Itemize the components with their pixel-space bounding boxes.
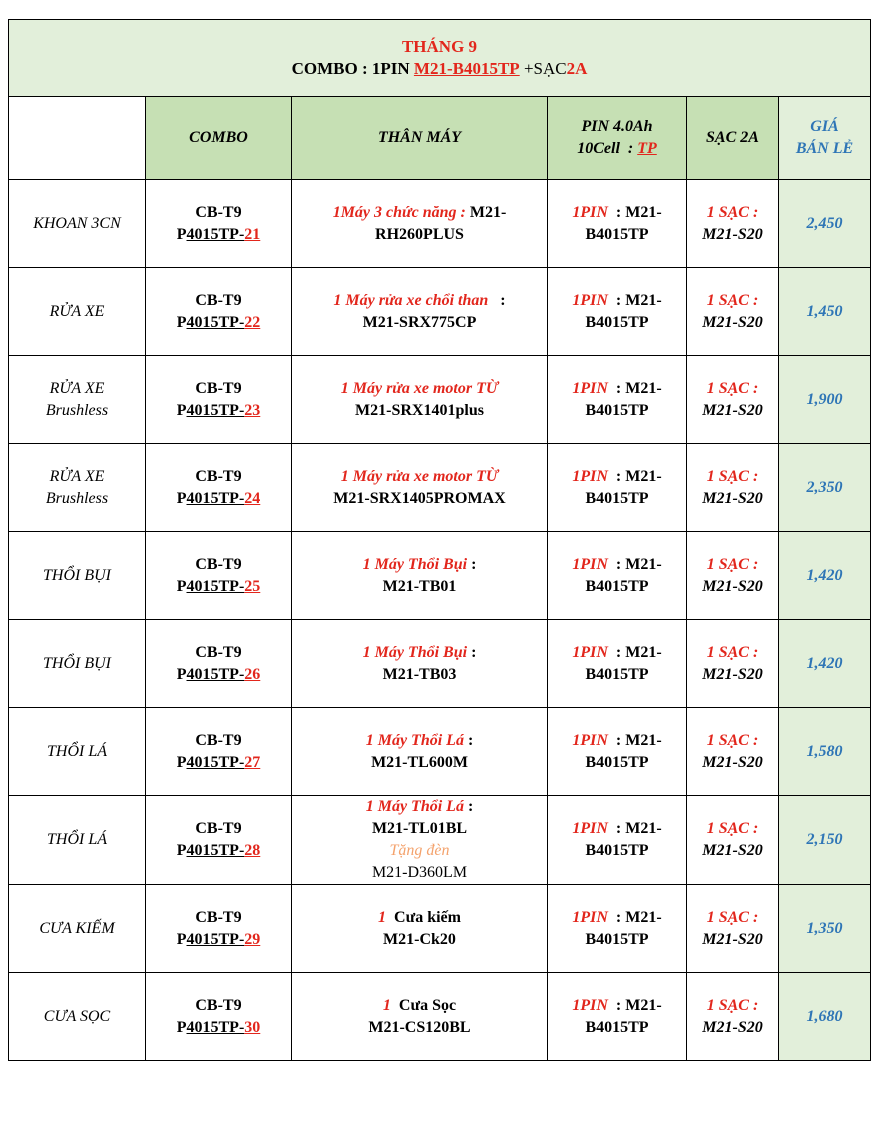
machine-model-a: : bbox=[467, 643, 477, 661]
price-value: 1,450 bbox=[806, 302, 843, 320]
pin-cell bbox=[548, 620, 687, 708]
combo-code-cell bbox=[146, 268, 292, 356]
price-value: 1,350 bbox=[806, 919, 843, 937]
header-pin bbox=[548, 97, 687, 180]
category-cell bbox=[9, 532, 146, 620]
machine-model-a: Cưa Sọc bbox=[390, 996, 457, 1014]
sac-model: M21-S20 bbox=[702, 930, 763, 948]
price-value: 2,150 bbox=[806, 831, 843, 848]
category-cell bbox=[9, 444, 146, 532]
category-line1: RỬA XE bbox=[49, 467, 105, 485]
machine-label: 1 Máy rửa xe chổi than bbox=[333, 291, 489, 309]
combo-code-mid: 4015TP- bbox=[186, 489, 245, 507]
header-blank bbox=[9, 97, 146, 180]
machine-label: 1 Máy rửa xe motor TỪ bbox=[340, 467, 499, 485]
combo-code-num: 22 bbox=[244, 313, 261, 331]
pin-label: 1PIN bbox=[572, 820, 608, 837]
pin-cell bbox=[548, 885, 687, 973]
machine-label: 1 Máy rửa xe motor TỪ bbox=[340, 379, 499, 397]
sac-cell bbox=[687, 796, 779, 885]
combo-code-mid: 4015TP- bbox=[186, 1018, 245, 1036]
price-value: 1,580 bbox=[806, 742, 843, 760]
sac-label: 1 SẠC : bbox=[706, 643, 759, 661]
price-cell bbox=[779, 356, 871, 444]
title-month: THÁNG 9 bbox=[401, 37, 478, 56]
table-row bbox=[9, 180, 871, 268]
price-value: 1,420 bbox=[806, 654, 843, 672]
sac-model: M21-S20 bbox=[702, 225, 763, 243]
sac-label: 1 SẠC : bbox=[706, 731, 759, 749]
pin-model-b: B4015TP bbox=[585, 842, 649, 859]
combo-code-mid: 4015TP- bbox=[186, 842, 245, 859]
sac-cell bbox=[687, 532, 779, 620]
combo-code-p: P bbox=[176, 842, 187, 859]
combo-code-line1: CB-T9 bbox=[195, 291, 242, 309]
pin-label: 1PIN bbox=[572, 291, 608, 309]
machine-model-a: M21- bbox=[465, 203, 507, 221]
machine-model-a: : bbox=[463, 798, 474, 815]
machine-model-b: M21-TB03 bbox=[382, 665, 457, 683]
combo-code-p: P bbox=[176, 401, 187, 419]
pin-model-a: : M21- bbox=[607, 996, 662, 1014]
category-line2: Brushless bbox=[45, 489, 109, 507]
category-cell bbox=[9, 885, 146, 973]
combo-code-p: P bbox=[176, 577, 187, 595]
machine-label: 1 Máy Thổi Bụi bbox=[362, 643, 468, 661]
combo-code-line1: CB-T9 bbox=[195, 643, 242, 661]
machine-cell bbox=[292, 356, 548, 444]
title-combo bbox=[13, 58, 866, 80]
pin-label: 1PIN bbox=[572, 203, 608, 221]
table-row bbox=[9, 973, 871, 1061]
pin-model-b: B4015TP bbox=[585, 753, 649, 771]
price-cell bbox=[779, 180, 871, 268]
combo-code-p: P bbox=[176, 930, 187, 948]
header-pin-line2: 10Cell : bbox=[577, 140, 638, 157]
machine-label: 1 Máy Thổi Bụi bbox=[362, 555, 468, 573]
machine-cell bbox=[292, 180, 548, 268]
pin-model-a: : M21- bbox=[607, 203, 662, 221]
pin-cell bbox=[548, 444, 687, 532]
machine-model-a: : bbox=[463, 731, 474, 749]
price-cell bbox=[779, 268, 871, 356]
category-cell bbox=[9, 796, 146, 885]
sac-label: 1 SẠC : bbox=[706, 908, 759, 926]
price-cell bbox=[779, 973, 871, 1061]
sac-label: 1 SẠC : bbox=[706, 555, 759, 573]
combo-code-cell bbox=[146, 796, 292, 885]
category-line1: KHOAN 3CN bbox=[33, 214, 121, 232]
machine-cell bbox=[292, 885, 548, 973]
machine-label: 1 Máy Thổi Lá bbox=[365, 798, 464, 815]
category-line1: THỔI BỤI bbox=[43, 566, 111, 584]
pin-label: 1PIN bbox=[572, 379, 608, 397]
combo-code-num: 30 bbox=[244, 1018, 261, 1036]
price-cell bbox=[779, 796, 871, 885]
table-row bbox=[9, 708, 871, 796]
combo-code-num: 27 bbox=[244, 753, 261, 771]
machine-label: 1 bbox=[382, 996, 391, 1014]
header-pin-tp: TP bbox=[637, 140, 657, 157]
category-cell bbox=[9, 973, 146, 1061]
category-line1: RỬA XE bbox=[49, 379, 105, 397]
pin-model-b: B4015TP bbox=[585, 930, 649, 948]
combo-code-num: 25 bbox=[244, 577, 261, 595]
title-pin-model: M21-B4015TP bbox=[413, 59, 520, 78]
header-gia-line1: GIÁ bbox=[810, 118, 839, 135]
combo-code-line1: CB-T9 bbox=[195, 731, 242, 749]
pin-label: 1PIN bbox=[572, 996, 608, 1014]
combo-code-num: 28 bbox=[244, 842, 261, 859]
pin-label: 1PIN bbox=[572, 643, 608, 661]
combo-price-table bbox=[8, 19, 871, 1061]
pin-model-b: B4015TP bbox=[585, 577, 649, 595]
combo-code-p: P bbox=[176, 1018, 187, 1036]
machine-cell bbox=[292, 620, 548, 708]
combo-code-line1: CB-T9 bbox=[195, 908, 242, 926]
category-line2: Brushless bbox=[45, 401, 109, 419]
price-cell bbox=[779, 620, 871, 708]
sac-cell bbox=[687, 444, 779, 532]
pin-model-b: B4015TP bbox=[585, 313, 649, 331]
pin-model-b: B4015TP bbox=[585, 401, 649, 419]
combo-code-mid: 4015TP- bbox=[186, 401, 245, 419]
machine-cell bbox=[292, 796, 548, 885]
pin-model-a: : M21- bbox=[607, 908, 662, 926]
price-value: 1,900 bbox=[806, 390, 843, 408]
machine-model-b: M21-TB01 bbox=[382, 577, 457, 595]
sac-model: M21-S20 bbox=[702, 489, 763, 507]
combo-code-mid: 4015TP- bbox=[186, 577, 245, 595]
table-row bbox=[9, 268, 871, 356]
machine-model-a: Cưa kiếm bbox=[386, 908, 461, 926]
sac-cell bbox=[687, 620, 779, 708]
machine-model-b: M21-TL01BL bbox=[371, 820, 468, 837]
pin-model-a: : M21- bbox=[607, 555, 662, 573]
pin-label: 1PIN bbox=[572, 908, 608, 926]
price-cell bbox=[779, 444, 871, 532]
header-sac: SẠC 2A bbox=[687, 97, 779, 180]
combo-code-p: P bbox=[176, 489, 187, 507]
category-cell bbox=[9, 620, 146, 708]
pin-model-a: : M21- bbox=[607, 379, 662, 397]
combo-code-line1: CB-T9 bbox=[195, 379, 242, 397]
category-line1: THỔI LÁ bbox=[46, 831, 107, 848]
combo-code-line1: CB-T9 bbox=[195, 555, 242, 573]
combo-code-mid: 4015TP- bbox=[186, 313, 245, 331]
pin-model-a: : M21- bbox=[607, 731, 662, 749]
gift-label: Tặng đèn bbox=[389, 842, 450, 859]
pin-model-a: : M21- bbox=[607, 820, 662, 837]
machine-label: 1 Máy Thổi Lá bbox=[365, 731, 464, 749]
combo-code-num: 21 bbox=[244, 225, 261, 243]
machine-cell bbox=[292, 708, 548, 796]
machine-cell bbox=[292, 532, 548, 620]
sac-cell bbox=[687, 356, 779, 444]
machine-model-b: M21-CS120BL bbox=[368, 1018, 471, 1036]
combo-code-cell bbox=[146, 973, 292, 1061]
combo-code-num: 24 bbox=[244, 489, 261, 507]
machine-cell bbox=[292, 268, 548, 356]
pin-cell bbox=[548, 973, 687, 1061]
pin-cell bbox=[548, 532, 687, 620]
title-combo-prefix: COMBO : 1PIN bbox=[291, 59, 414, 78]
category-cell bbox=[9, 180, 146, 268]
gift-model: M21-D360LM bbox=[371, 864, 468, 881]
table-title bbox=[9, 20, 871, 97]
combo-code-cell bbox=[146, 532, 292, 620]
sac-model: M21-S20 bbox=[702, 401, 763, 419]
category-line1: THỔI LÁ bbox=[46, 742, 107, 760]
sac-label: 1 SẠC : bbox=[706, 820, 759, 837]
sac-cell bbox=[687, 973, 779, 1061]
price-value: 2,350 bbox=[806, 478, 843, 496]
table-row bbox=[9, 885, 871, 973]
sac-cell bbox=[687, 268, 779, 356]
combo-code-num: 26 bbox=[244, 665, 261, 683]
sac-model: M21-S20 bbox=[702, 313, 763, 331]
table-row bbox=[9, 532, 871, 620]
combo-code-cell bbox=[146, 708, 292, 796]
combo-code-mid: 4015TP- bbox=[186, 930, 245, 948]
pin-cell bbox=[548, 180, 687, 268]
machine-model-b: RH260PLUS bbox=[375, 225, 464, 243]
sac-cell bbox=[687, 885, 779, 973]
header-row bbox=[9, 97, 871, 180]
pin-model-a: : M21- bbox=[607, 467, 662, 485]
sac-cell bbox=[687, 180, 779, 268]
combo-code-line1: CB-T9 bbox=[195, 820, 242, 837]
pin-cell bbox=[548, 708, 687, 796]
title-plus-text: +SẠC bbox=[519, 59, 567, 78]
pin-label: 1PIN bbox=[572, 731, 608, 749]
combo-code-line1: CB-T9 bbox=[195, 467, 242, 485]
table-row bbox=[9, 444, 871, 532]
machine-label: 1 bbox=[378, 908, 387, 926]
price-cell bbox=[779, 708, 871, 796]
table-row bbox=[9, 796, 871, 885]
pin-cell bbox=[548, 796, 687, 885]
combo-code-cell bbox=[146, 885, 292, 973]
combo-code-p: P bbox=[176, 665, 187, 683]
sac-model: M21-S20 bbox=[702, 753, 763, 771]
sac-model: M21-S20 bbox=[702, 577, 763, 595]
pin-model-b: B4015TP bbox=[585, 665, 649, 683]
pin-model-a: : M21- bbox=[607, 291, 662, 309]
combo-code-p: P bbox=[176, 753, 187, 771]
sac-label: 1 SẠC : bbox=[706, 291, 759, 309]
table-row bbox=[9, 620, 871, 708]
combo-code-cell bbox=[146, 444, 292, 532]
combo-code-mid: 4015TP- bbox=[186, 753, 245, 771]
combo-code-line1: CB-T9 bbox=[195, 996, 242, 1014]
combo-code-cell bbox=[146, 356, 292, 444]
category-line1: CƯA KIẾM bbox=[39, 919, 115, 937]
combo-code-mid: 4015TP- bbox=[186, 225, 245, 243]
machine-model-a: : bbox=[488, 291, 506, 309]
category-line1: THỔI BỤI bbox=[43, 654, 111, 672]
header-pin-line1: PIN 4.0Ah bbox=[581, 118, 653, 135]
pin-model-b: B4015TP bbox=[585, 1018, 649, 1036]
price-cell bbox=[779, 885, 871, 973]
pin-model-b: B4015TP bbox=[585, 225, 649, 243]
combo-code-num: 23 bbox=[244, 401, 261, 419]
machine-model-a: : bbox=[467, 555, 477, 573]
pin-model-a: : M21- bbox=[607, 643, 662, 661]
sac-label: 1 SẠC : bbox=[706, 996, 759, 1014]
machine-cell bbox=[292, 973, 548, 1061]
machine-cell bbox=[292, 444, 548, 532]
category-cell bbox=[9, 356, 146, 444]
combo-code-p: P bbox=[176, 313, 187, 331]
price-value: 1,680 bbox=[806, 1007, 843, 1025]
combo-code-cell bbox=[146, 180, 292, 268]
pin-model-b: B4015TP bbox=[585, 489, 649, 507]
pin-cell bbox=[548, 268, 687, 356]
machine-label: 1Máy 3 chức năng : bbox=[332, 203, 466, 221]
price-value: 1,420 bbox=[806, 566, 843, 584]
category-line1: CƯA SỌC bbox=[43, 1007, 111, 1025]
machine-model-b: M21-SRX775CP bbox=[362, 313, 477, 331]
combo-code-num: 29 bbox=[244, 930, 261, 948]
sac-model: M21-S20 bbox=[702, 1018, 763, 1036]
combo-code-line1: CB-T9 bbox=[195, 203, 242, 221]
pin-cell bbox=[548, 356, 687, 444]
header-than-may: THÂN MÁY bbox=[292, 97, 548, 180]
price-cell bbox=[779, 532, 871, 620]
category-cell bbox=[9, 268, 146, 356]
machine-model-b: M21-SRX1401plus bbox=[355, 401, 484, 419]
combo-code-cell bbox=[146, 620, 292, 708]
pin-label: 1PIN bbox=[572, 555, 608, 573]
combo-code-p: P bbox=[176, 225, 187, 243]
sac-label: 1 SẠC : bbox=[706, 467, 759, 485]
sac-label: 1 SẠC : bbox=[706, 203, 759, 221]
title-charger-amp: 2A bbox=[566, 59, 588, 78]
sac-label: 1 SẠC : bbox=[706, 379, 759, 397]
pin-label: 1PIN bbox=[572, 467, 608, 485]
machine-model-b: M21-Ck20 bbox=[383, 930, 456, 948]
header-gia bbox=[779, 97, 871, 180]
machine-model-b: M21-TL600M bbox=[371, 753, 468, 771]
table-row bbox=[9, 356, 871, 444]
sac-model: M21-S20 bbox=[702, 842, 763, 859]
category-cell bbox=[9, 708, 146, 796]
combo-code-mid: 4015TP- bbox=[186, 665, 245, 683]
header-gia-line2: BÁN LẺ bbox=[795, 140, 854, 157]
machine-model-b: M21-SRX1405PROMAX bbox=[333, 489, 506, 507]
sac-model: M21-S20 bbox=[702, 665, 763, 683]
header-combo: COMBO bbox=[146, 97, 292, 180]
sac-cell bbox=[687, 708, 779, 796]
category-line1: RỬA XE bbox=[49, 302, 105, 320]
price-value: 2,450 bbox=[806, 214, 843, 232]
